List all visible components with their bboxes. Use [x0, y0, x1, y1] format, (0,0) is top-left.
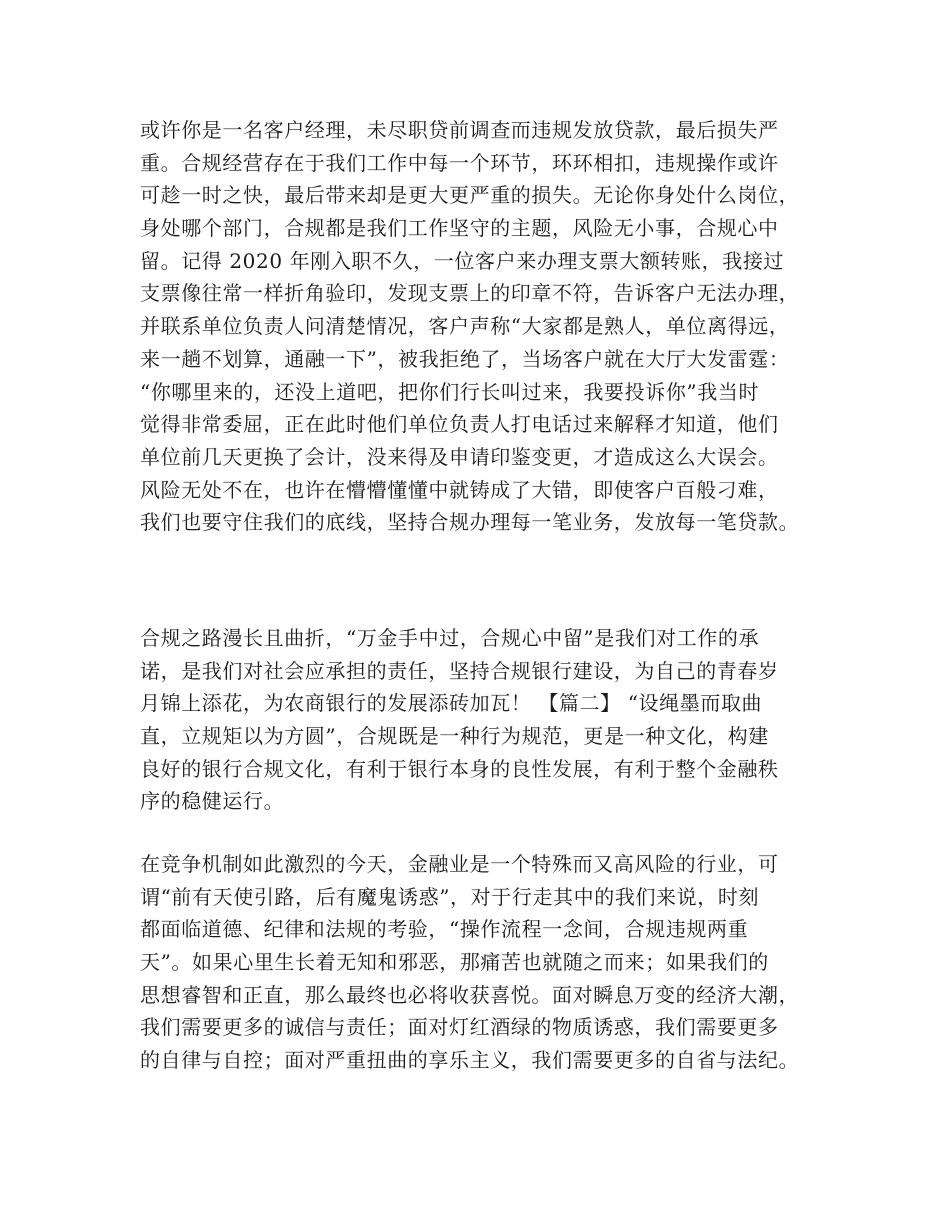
paragraph-line: 我们也要守住我们的底线，坚持合规办理每一笔业务，发放每一笔贷款。: [140, 510, 800, 535]
paragraph-line: 直，立规矩以为方圆”，合规既是一种行为规范，更是一种文化，构建: [140, 724, 769, 749]
paragraph-line: 诺，是我们对社会应承担的责任，坚持合规银行建设，为自己的青春岁: [140, 658, 779, 683]
paragraph-line: 序的稳健运行。: [140, 789, 285, 814]
paragraph-line: 我们需要更多的诚信与责任；面对灯红酒绿的物质诱惑，我们需要更多: [140, 1015, 779, 1040]
paragraph-line: 的自律与自控；面对严重扭曲的享乐主义，我们需要更多的自省与法纪。: [140, 1048, 800, 1073]
paragraph-line: 身处哪个部门，合规都是我们工作坚守的主题，风险无小事，合规心中: [140, 216, 779, 241]
paragraph-line: 留。记得 2020 年刚入职不久，一位客户来办理支票大额转账，我接过: [140, 248, 785, 273]
paragraph-line: 觉得非常委屈，正在此时他们单位负责人打电话过来解释才知道，他们: [140, 412, 779, 437]
paragraph-line: “你哪里来的，还没上道吧，把你们行长叫过来，我要投诉你”我当时: [140, 379, 760, 404]
paragraph-line: 思想睿智和正直，那么最终也必将收获喜悦。面对瞬息万变的经济大潮，: [140, 982, 800, 1007]
paragraph-line: 在竞争机制如此激烈的今天，金融业是一个特殊而又高风险的行业，可: [140, 852, 779, 876]
paragraph-line: 风险无处不在，也许在懵懵懂懂中就铸成了大错，即使客户百般刁难，: [140, 477, 779, 502]
paragraph-line: 良好的银行合规文化，有利于银行本身的良性发展，有利于整个金融秩: [140, 756, 779, 781]
paragraph-line: 合规之路漫长且曲折，“万金手中过，合规心中留”是我们对工作的承: [140, 626, 760, 650]
paragraph-3: [140, 848, 840, 1077]
paragraph-line: 月锦上添花，为农商银行的发展添砖加瓦！ 【篇二】 “设绳墨而取曲: [140, 691, 763, 716]
paragraph-2: [140, 622, 840, 818]
paragraph-line: 或许你是一名客户经理，未尽职贷前调查而违规发放贷款，最后损失严: [140, 118, 779, 142]
paragraph-line: 支票像往常一样折角验印，发现支票上的印章不符，告诉客户无法办理，: [140, 281, 800, 306]
paragraph-line: 谓“前有天使引路，后有魔鬼诱惑”，对于行走其中的我们来说，时刻: [140, 884, 760, 909]
paragraph-1: [140, 114, 840, 539]
paragraph-line: 单位前几天更换了会计，没来得及申请印鉴变更，才造成这么大误会。: [140, 444, 779, 469]
paragraph-line: 并联系单位负责人问清楚情况，客户声称“大家都是熟人，单位离得远，: [140, 314, 790, 339]
paragraph-line: 都面临道德、纪律和法规的考验，“操作流程一念间，合规违规两重: [140, 917, 749, 942]
paragraph-line: 天”。如果心里生长着无知和邪恶，那痛苦也就随之而来；如果我们的: [140, 950, 769, 975]
paragraph-line: 来一趟不划算，通融一下”，被我拒绝了，当场客户就在大厅大发雷霆：: [140, 346, 790, 371]
paragraph-line: 重。合规经营存在于我们工作中每一个环节，环环相扣，违规操作或许: [140, 150, 779, 175]
paragraph-line: 可趁一时之快，最后带来却是更大更严重的损失。无论你身处什么岗位，: [140, 183, 800, 208]
